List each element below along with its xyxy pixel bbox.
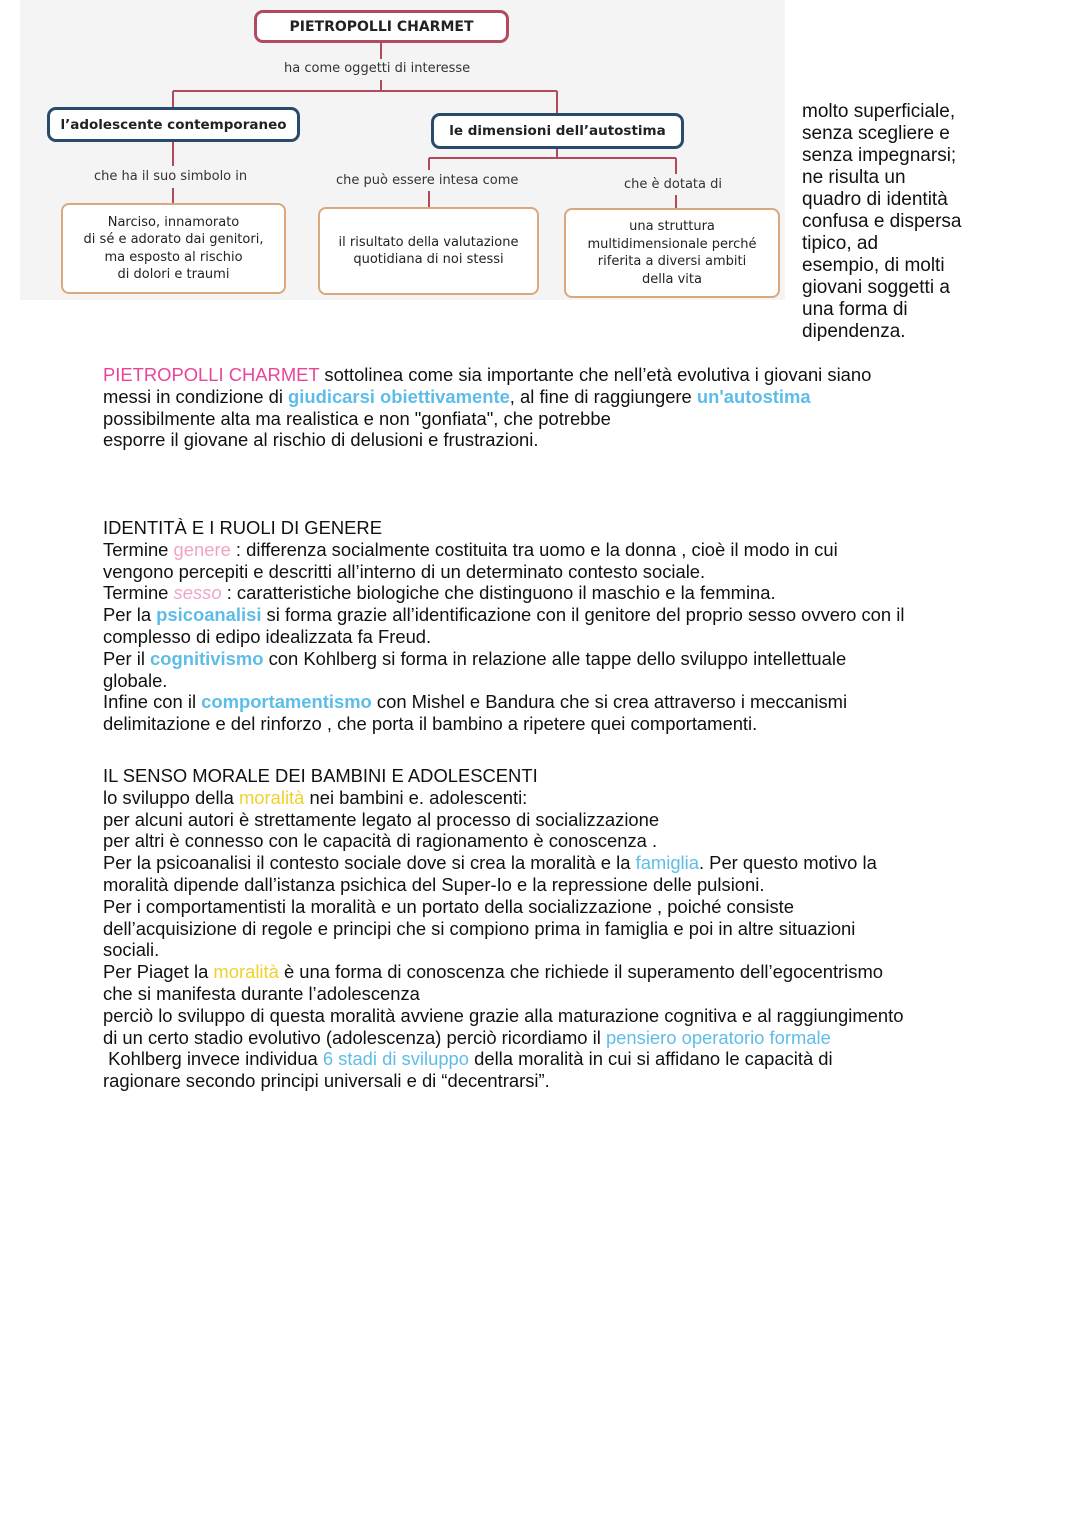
text-span: Termine (103, 538, 174, 560)
side-note-line: ne risulta un (802, 167, 906, 188)
paragraph-line (103, 787, 1003, 809)
highlight-term: 6 stadi di sviluppo (322, 1048, 470, 1070)
side-note-line: senza impegnarsi; (802, 145, 957, 166)
paragraph-line (103, 961, 1003, 983)
text-span: . Per questo motivo la (698, 852, 877, 874)
text-span: messi in condizione di (103, 385, 289, 407)
section-genere (103, 517, 1003, 735)
side-note-line: confusa e dispersa (802, 211, 962, 232)
connector-dotata-di: che è dotata di (624, 177, 722, 192)
leaf-narciso (61, 203, 286, 294)
paragraph-line (103, 539, 1003, 561)
paragraph-line (103, 852, 1003, 874)
concept-map (20, 0, 785, 300)
text-span: Per il (103, 647, 151, 669)
highlight-term: cognitivismo (150, 647, 264, 669)
paragraph-line: moralità dipende dall’istanza psichica del Super-Io e la repressione delle pulsioni. (103, 873, 765, 895)
text-span: Termine (103, 582, 174, 604)
leaf-struttura-line: della vita (642, 271, 702, 287)
paragraph-line: per altri è connesso con le capacità di ragionamento è conoscenza . (103, 830, 658, 852)
paragraph-line: esporre il giovane al rischio di delusioni e frustrazioni. (103, 429, 539, 451)
section-moralita (103, 765, 1003, 1092)
node-dimensioni-autostima: le dimensioni dell’autostima (431, 113, 684, 149)
paragraph-line: possibilmente alta ma realistica e non "gonfiata", che potrebbe (103, 407, 611, 429)
leaf-valutazione-line: il risultato della valutazione (338, 234, 519, 250)
leaf-valutazione (318, 207, 539, 295)
leaf-struttura-line: una struttura (629, 219, 715, 234)
side-note-line: tipico, ad (802, 233, 879, 254)
concept-map-title: PIETROPOLLI CHARMET (254, 10, 509, 43)
paragraph-line: che si manifesta durante l’adolescenza (103, 982, 420, 1004)
paragraph-line: perciò lo sviluppo di questa moralità avviene grazie alla maturazione cognitiva e al raggiungimento (103, 1004, 904, 1026)
text-span: Per la (103, 604, 157, 626)
connector-simbolo: che ha il suo simbolo in (94, 169, 248, 184)
highlight-term: moralità (213, 961, 279, 983)
root-connector-label: ha come oggetti di interesse (284, 61, 471, 76)
text-span: è una forma di conoscenza che richiede il superamento dell’egocentrismo (278, 961, 884, 983)
side-note-line: esempio, di molti (802, 255, 945, 276)
side-note-line: giovani soggetti a (802, 277, 950, 298)
text-span: con Mishel e Bandura che si crea attraverso i meccanismi (371, 691, 848, 713)
paragraph-line (103, 1048, 1003, 1070)
text-span: lo sviluppo della (103, 786, 239, 808)
text-span: della moralità in cui si affidano le capacità di (469, 1048, 833, 1070)
highlight-term: un'autostima (696, 385, 811, 407)
side-note-line: quadro di identità (802, 189, 948, 210)
highlight-term: pensiero operatorio formale (605, 1026, 831, 1048)
text-span: , al fine di raggiungere (509, 385, 697, 407)
paragraph-line: ragionare secondo principi universali e di “decentrarsi”. (103, 1070, 550, 1092)
paragraph-line: dell’acquisizione di regole e principi che si compiono prima in famiglia e poi in altre situazioni (103, 917, 856, 939)
paragraph-line: vengono percepiti e descritti all’interno di un determinato contesto sociale. (103, 560, 706, 582)
highlight-term: moralità (238, 786, 305, 808)
highlight-term: famiglia (635, 852, 699, 874)
side-note-line: una forma di (802, 299, 908, 320)
paragraph-line: sociali. (103, 939, 160, 961)
paragraph-autostima (103, 364, 1003, 451)
text-span: : caratteristiche biologiche che distinguono il maschio e la femmina. (221, 582, 776, 604)
highlight-name: PIETROPOLLI CHARMET (103, 364, 320, 385)
paragraph-line (103, 604, 1003, 626)
side-note-line: dipendenza. (802, 321, 906, 342)
text-span: Per Piaget la (103, 961, 214, 983)
text-span: di un certo stadio evolutivo (adolescenza) perciò ricordiamo il (103, 1026, 606, 1048)
highlight-term: genere (173, 538, 231, 560)
leaf-struttura-line: riferita a diversi ambiti (597, 254, 747, 269)
paragraph-line (103, 691, 1003, 713)
paragraph-line: delimitazione e del rinforzo , che porta il bambino a ripetere quei comportamenti. (103, 713, 758, 735)
paragraph-line (103, 364, 1003, 386)
paragraph-line: Per i comportamentisti la moralità e un portato della socializzazione , poiché consiste (103, 895, 795, 917)
paragraph-line (103, 1027, 1003, 1049)
paragraph-line (103, 386, 1003, 408)
leaf-narciso-line: di dolori e traumi (117, 267, 230, 282)
text-span: con Kohlberg si forma in relazione alle tappe dello sviluppo intellettuale (263, 647, 847, 669)
paragraph-line: per alcuni autori è strettamente legato al processo di socializzazione (103, 808, 660, 830)
highlight-term: sesso (173, 582, 222, 604)
text-span: nei bambini e. adolescenti: (304, 786, 528, 808)
side-note-line: senza scegliere e (802, 123, 950, 144)
section-heading: IDENTITÀ E I RUOLI DI GENERE (103, 517, 382, 538)
leaf-valutazione-line: quotidiana di noi stessi (353, 252, 504, 267)
leaf-narciso-line: di sé e adorato dai genitori, (83, 232, 264, 247)
node-adolescente-contemporaneo: l’adolescente contemporaneo (47, 107, 300, 142)
side-note (802, 101, 987, 343)
text-span: Kohlberg invece individua (103, 1048, 323, 1070)
text-span: sottolinea come sia importante che nell’età evolutiva i giovani siano (319, 364, 872, 385)
paragraph-line: globale. (103, 669, 168, 691)
connector-intesa-come: che può essere intesa come (336, 173, 519, 188)
text-span: Per la psicoanalisi il contesto sociale dove si crea la moralità e la (103, 852, 636, 874)
side-note-line: molto superficiale, (802, 101, 956, 122)
highlight-term: giudicarsi obiettivamente (288, 385, 510, 407)
paragraph-line: complesso di edipo idealizzata fa Freud. (103, 625, 432, 647)
paragraph-line (103, 582, 1003, 604)
leaf-struttura (564, 208, 780, 298)
text-span: si forma grazie all’identificazione con il genitore del proprio sesso ovvero con il (261, 604, 905, 626)
leaf-struttura-line: multidimensionale perché (587, 236, 757, 252)
text-span: : differenza socialmente costituita tra uomo e la donna , cioè il modo in cui (230, 538, 838, 560)
text-span: Infine con il (103, 691, 202, 713)
leaf-narciso-line: Narciso, innamorato (107, 214, 240, 230)
leaf-narciso-line: ma esposto al rischio (104, 249, 243, 265)
paragraph-line (103, 648, 1003, 670)
section-heading: IL SENSO MORALE DEI BAMBINI E ADOLESCENTI (103, 765, 538, 786)
highlight-term: comportamentismo (201, 691, 372, 713)
highlight-term: psicoanalisi (156, 604, 262, 626)
